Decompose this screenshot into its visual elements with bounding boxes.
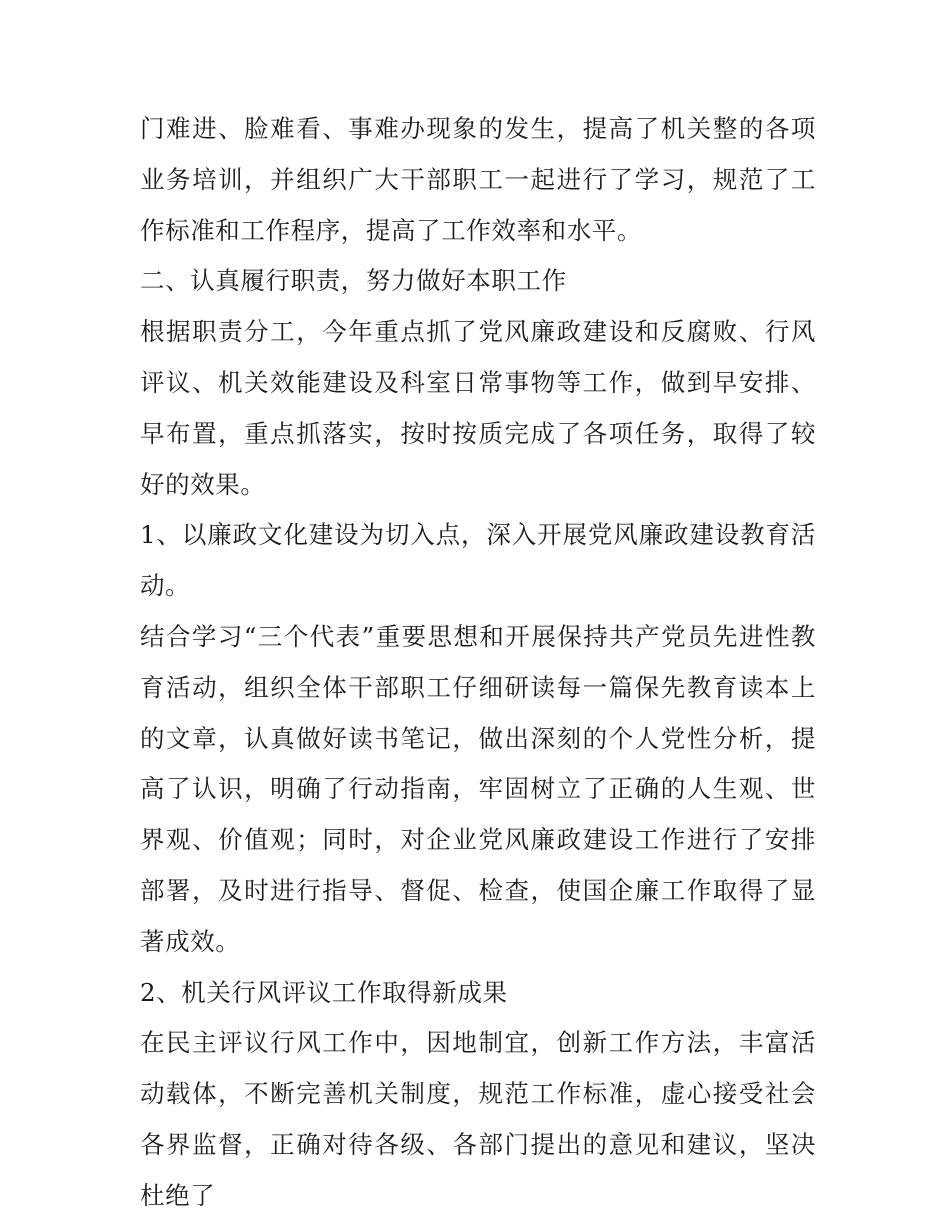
subheading-style-review: 2、机关行风评议工作取得新成果 [140,977,508,1007]
subheading-clean-governance: 1、以廉政文化建设为切入点，深入开展党风廉政建设教育活动。 [140,520,816,601]
paragraph-democratic-review: 在民主评议行风工作中，因地制宜，创新工作方法，丰富活动载体，不断完善机关制度，规范工作标准，虚心接受社会各界监督，正确对待各级、各部门提出的意见和建议，坚决杜绝了 [140,1028,816,1210]
paragraph-service-training: 门难进、脸难看、事难办现象的发生，提高了机关整的各项业务培训，并组织广大干部职工一起进行了学习，规范了工作标准和工作程序，提高了工作效率和水平。 [140,114,816,245]
paragraph-education-activities: 结合学习“三个代表”重要思想和开展保持共产党员先进性教育活动，组织全体干部职工仔细研读每一篇保先教育读本上的文章，认真做好读书笔记，做出深刻的个人党性分析，提高了认识，明确了行动指南，牢固树立了正确的人生观、世界观、价值观；同时，对企业党风廉政建设工作进行了安排部署，及时进行指导、督促、检查，使国企廉工作取得了显著成效。 [140,621,816,956]
document-body [140,104,816,1222]
paragraph-duty-division: 根据职责分工，今年重点抓了党风廉政建设和反腐败、行风评议、机关效能建设及科室日常事物等工作，做到早安排、早布置，重点抓落实，按时按质完成了各项任务，取得了较好的效果。 [140,317,816,499]
section-heading-duties: 二、认真履行职责，努力做好本职工作 [140,266,567,296]
